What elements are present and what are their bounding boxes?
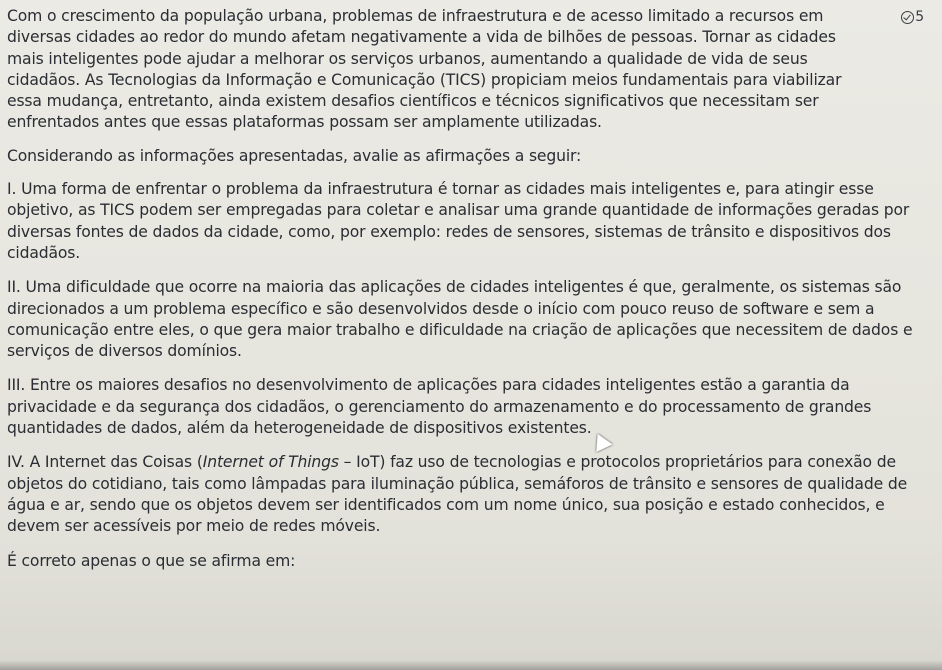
statement-3: III. Entre os maiores desafios no desenvolvimento de aplicações para cidades inteligentes estão a garantia da privacidade e da segurança dos cidadãos, o gerenciamento do armazenamento e do processamento de grandes quantidades de dados, além da heterogeneidade de dispositivos existentes. <box>7 376 872 438</box>
statement-2: II. Uma dificuldade que ocorre na maioria das aplicações de cidades inteligentes é que, geralmente, os sistemas são direcionados a um problema específico e são desenvolvidos desde o início com pouco reuso de software e sem a comunicação entre eles, o que gera maior trabalho e dificuldade na criação de aplicações que necessitem de dados e serviços de diversos domínios. <box>7 278 913 361</box>
intro-paragraph: Com o crescimento da população urbana, problemas de infraestrutura e de acesso limitado a recursos em diversas cidades ao redor do mundo afetam negativamente a vida de bilhões de pessoas. Tornar as cidades mais inteligentes pode ajudar a melhorar os serviços urbanos, aumentando a qualidade de vida de seus cidadãos. As Tecnologias da Informação e Comunicação (TICS) propiciam meios fundamentais para viabilizar essa mudança, entretanto, ainda existem desafios científicos e técnicos significativos que necessitam ser enfrentados antes que essas plataformas possam ser amplamente utilizadas. <box>7 7 842 132</box>
question-badge <box>901 7 924 28</box>
question-text <box>7 6 932 572</box>
statement-4 <box>7 452 932 537</box>
bottom-shadow <box>0 660 942 670</box>
question-number: 5 <box>915 9 924 25</box>
closing-question: É correto apenas o que se afirma em: <box>7 551 296 570</box>
statement-4-term: Internet of Things <box>202 453 339 472</box>
statement-4-prefix: IV. A Internet das Coisas ( <box>7 453 203 472</box>
check-circle-icon <box>901 11 914 24</box>
prompt-paragraph: Considerando as informações apresentadas, avalie as afirmações a seguir: <box>7 146 582 165</box>
statement-4-suffix: – IoT) faz uso de tecnologias e protocolos proprietários para conexão de objetos do cotidiano, tais como lâmpadas para iluminação pública, semáforos de trânsito e sensores de qualidade de água e ar, sendo que os objetos devem ser identificados com um nome único, sua posição e estado conhecidos, e devem ser acessíveis por meio de redes móveis. <box>7 453 908 536</box>
statement-1: I. Uma forma de enfrentar o problema da infraestrutura é tornar as cidades mais inteligentes e, para atingir esse objetivo, as TICS podem ser empregadas para coletar e analisar uma grande quantidade de informações geradas por diversas fontes de dados da cidade, como, por exemplo: redes de sensores, sistemas de trânsito e dispositivos dos cidadãos. <box>7 180 910 262</box>
